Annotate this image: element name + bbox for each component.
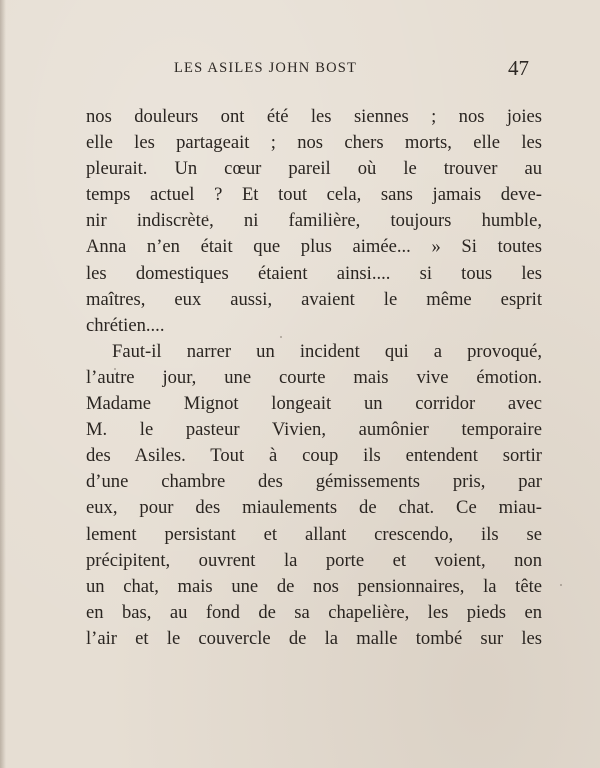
page-edge-shadow — [0, 0, 6, 768]
text-line: en bas, au fond de sa chapelière, les pieds en — [86, 601, 542, 623]
text-line: l’autre jour, une courte mais vive émotion. — [86, 366, 542, 388]
text-line: elle les partageait ; nos chers morts, elle les — [86, 132, 542, 154]
running-head: LES ASILES JOHN BOST — [174, 60, 358, 76]
text-line: l’air et le couvercle de la malle tombé sur les — [86, 627, 542, 649]
text-line: nir indiscrète, ni familière, toujours humble, — [86, 210, 542, 232]
text-line: temps actuel ? Et tout cela, sans jamais deve- — [86, 184, 542, 206]
paper-speck — [560, 584, 562, 586]
text-line: d’une chambre des gémissements pris, par — [86, 471, 542, 493]
text-line: chrétien.... — [86, 314, 165, 336]
text-line: des Asiles. Tout à coup ils entendent sortir — [86, 445, 542, 467]
text-line: Faut-il narrer un incident qui a provoqué, — [112, 340, 542, 362]
text-line: un chat, mais une de nos pensionnaires, la tête — [86, 575, 542, 597]
paragraph-2 — [86, 339, 542, 652]
page-number: 47 — [508, 56, 529, 80]
paper-speck — [114, 368, 116, 370]
text-line: Madame Mignot longeait un corridor avec — [86, 393, 542, 415]
paper-speck — [280, 336, 282, 338]
text-line: pleurait. Un cœur pareil où le trouver au — [86, 158, 542, 180]
paper-speck — [266, 352, 268, 354]
text-line: maîtres, eux aussi, avaient le même esprit — [86, 288, 542, 310]
text-line: nos douleurs ont été les siennes ; nos joies — [86, 106, 542, 127]
body-text — [86, 104, 542, 652]
text-line: précipitent, ouvrent la porte et voient, non — [86, 549, 542, 571]
text-line: les domestiques étaient ainsi.... si tous les — [86, 262, 542, 284]
text-line: M. le pasteur Vivien, aumônier temporaire — [86, 419, 542, 441]
paragraph-1 — [86, 104, 542, 339]
page-header — [0, 58, 600, 82]
paper-speck — [206, 215, 208, 217]
text-line: lement persistant et allant crescendo, ils se — [86, 523, 542, 545]
text-line: Anna n’en était que plus aimée... » Si toutes — [86, 236, 542, 258]
text-line: eux, pour des miaulements de chat. Ce miau- — [86, 497, 542, 519]
